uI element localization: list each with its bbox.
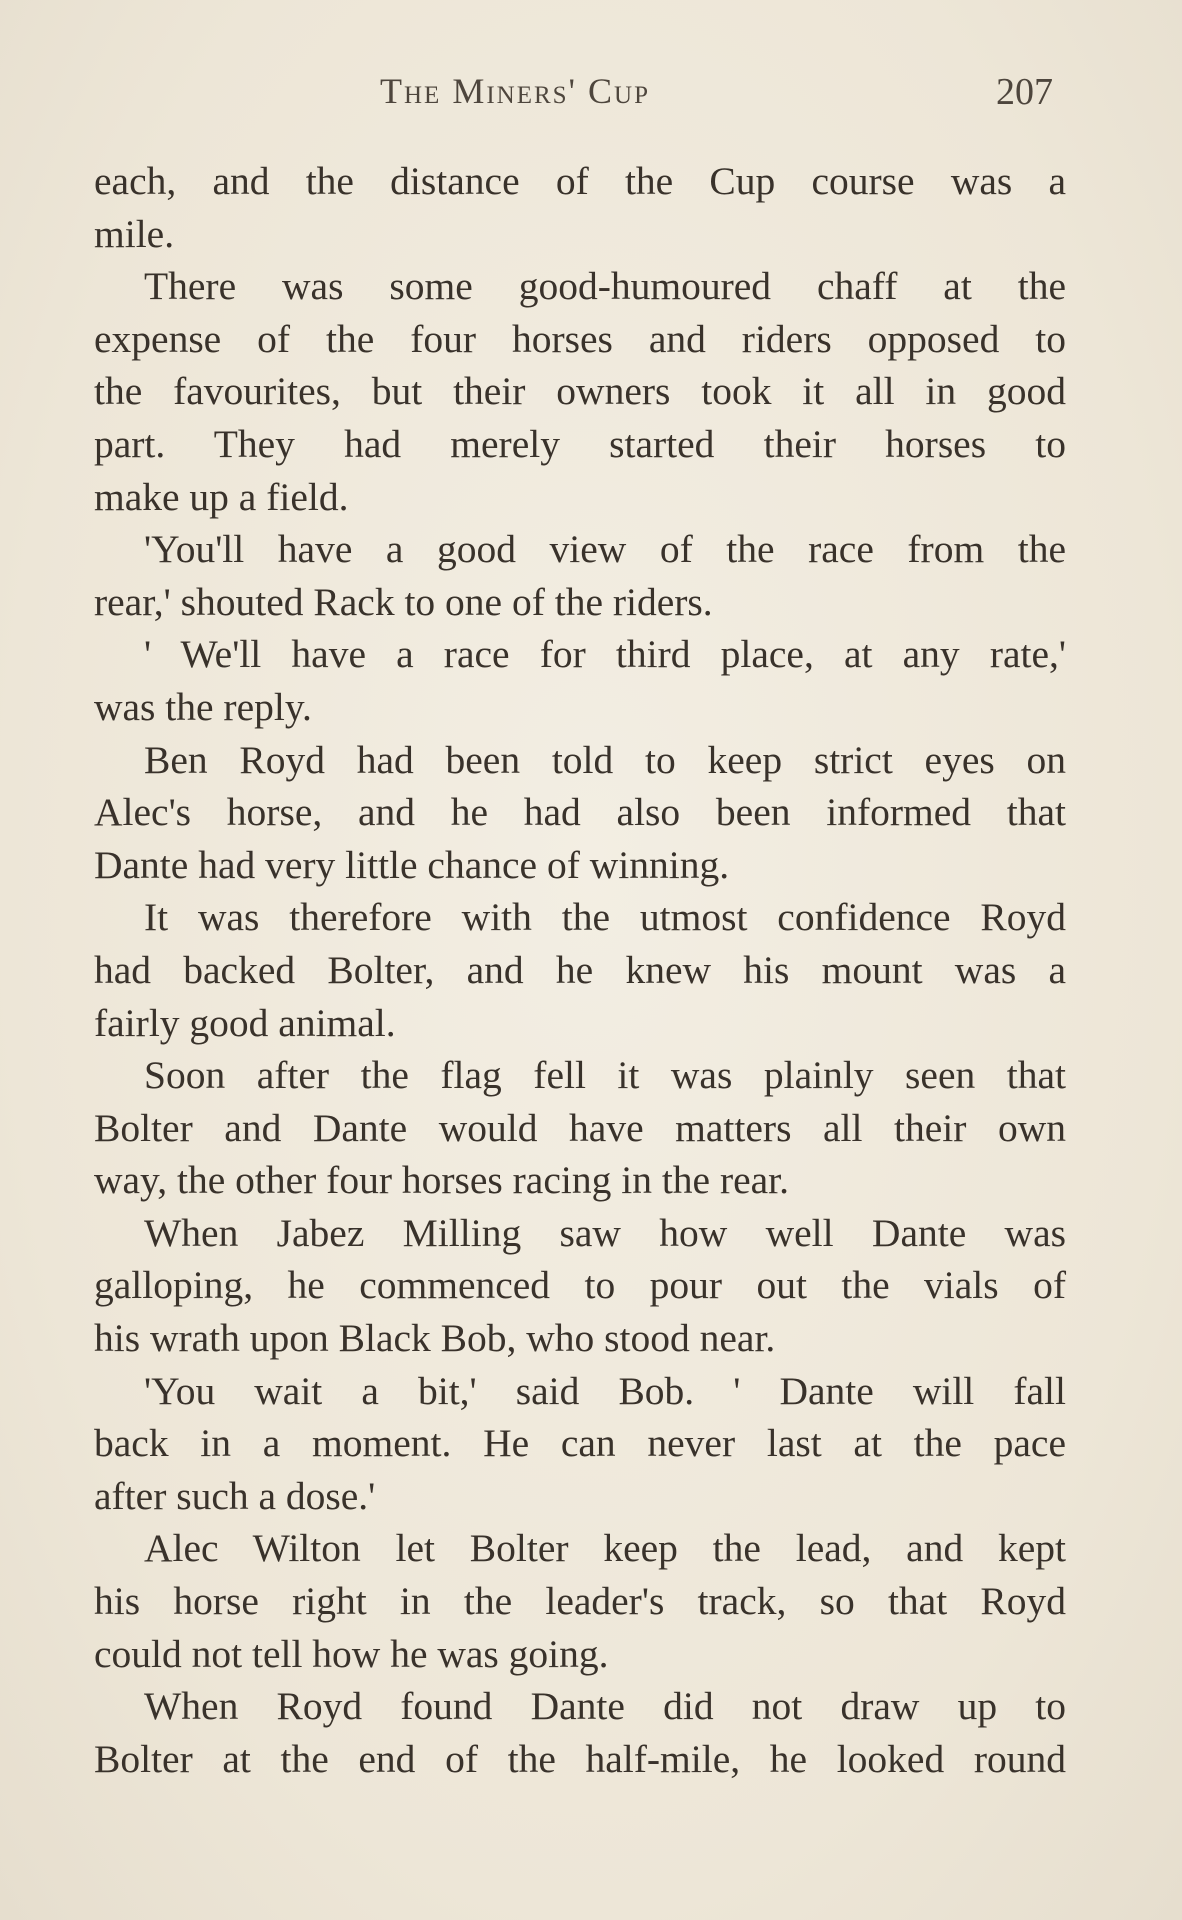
text-line: his horse right in the leader's track, so that Royd — [94, 1579, 1066, 1624]
text-line: part. They had merely started their horses to — [94, 421, 1066, 466]
text-line: each, and the distance of the Cup course was a — [94, 159, 1066, 203]
text-line: Bolter at the end of the half-mile, he looked round — [94, 1736, 1066, 1781]
text-line: There was some good-humoured chaff at the — [144, 264, 1066, 309]
text-line: Alec's horse, and he had also been informed that — [94, 790, 1066, 835]
page-number: 207 — [996, 71, 1053, 113]
running-head: The Miners' Cup — [380, 71, 651, 111]
text-line: his wrath upon Black Bob, who stood near. — [94, 1316, 776, 1361]
text-line: rear,' shouted Rack to one of the riders. — [94, 579, 713, 624]
text-line: had backed Bolter, and he knew his mount was a — [94, 947, 1066, 992]
text-line: fairly good animal. — [94, 1000, 396, 1045]
text-line: 'You wait a bit,' said Bob. ' Dante will fall — [144, 1368, 1066, 1413]
text-line: Dante had very little chance of winning. — [94, 842, 730, 887]
text-line: Ben Royd had been told to keep strict eyes on — [144, 737, 1066, 782]
text-line: after such a dose.' — [94, 1473, 376, 1518]
text-line: way, the other four horses racing in the rear. — [94, 1158, 790, 1203]
text-line: It was therefore with the utmost confidence Royd — [144, 895, 1066, 940]
text-line: When Jabez Milling saw how well Dante was — [144, 1210, 1066, 1255]
text-line: was the reply. — [94, 684, 312, 729]
text-line: the favourites, but their owners took it all in good — [94, 369, 1066, 414]
text-line: ' We'll have a race for third place, at any rate,' — [144, 632, 1066, 677]
text-line: 'You'll have a good view of the race from the — [144, 527, 1066, 572]
text-line: could not tell how he was going. — [94, 1631, 609, 1676]
text-line: galloping, he commenced to pour out the vials of — [94, 1263, 1066, 1308]
body-text — [94, 155, 1066, 1785]
text-line: Soon after the flag fell it was plainly seen that — [144, 1053, 1066, 1098]
text-line: mile. — [94, 211, 175, 256]
text-line: back in a moment. He can never last at the pace — [94, 1421, 1066, 1466]
text-line: Bolter and Dante would have matters all their own — [94, 1105, 1066, 1150]
text-line: make up a field. — [94, 474, 349, 519]
text-line: When Royd found Dante did not draw up to — [144, 1684, 1066, 1729]
text-line: expense of the four horses and riders opposed to — [94, 316, 1066, 361]
text-line: Alec Wilton let Bolter keep the lead, and kept — [144, 1526, 1066, 1571]
